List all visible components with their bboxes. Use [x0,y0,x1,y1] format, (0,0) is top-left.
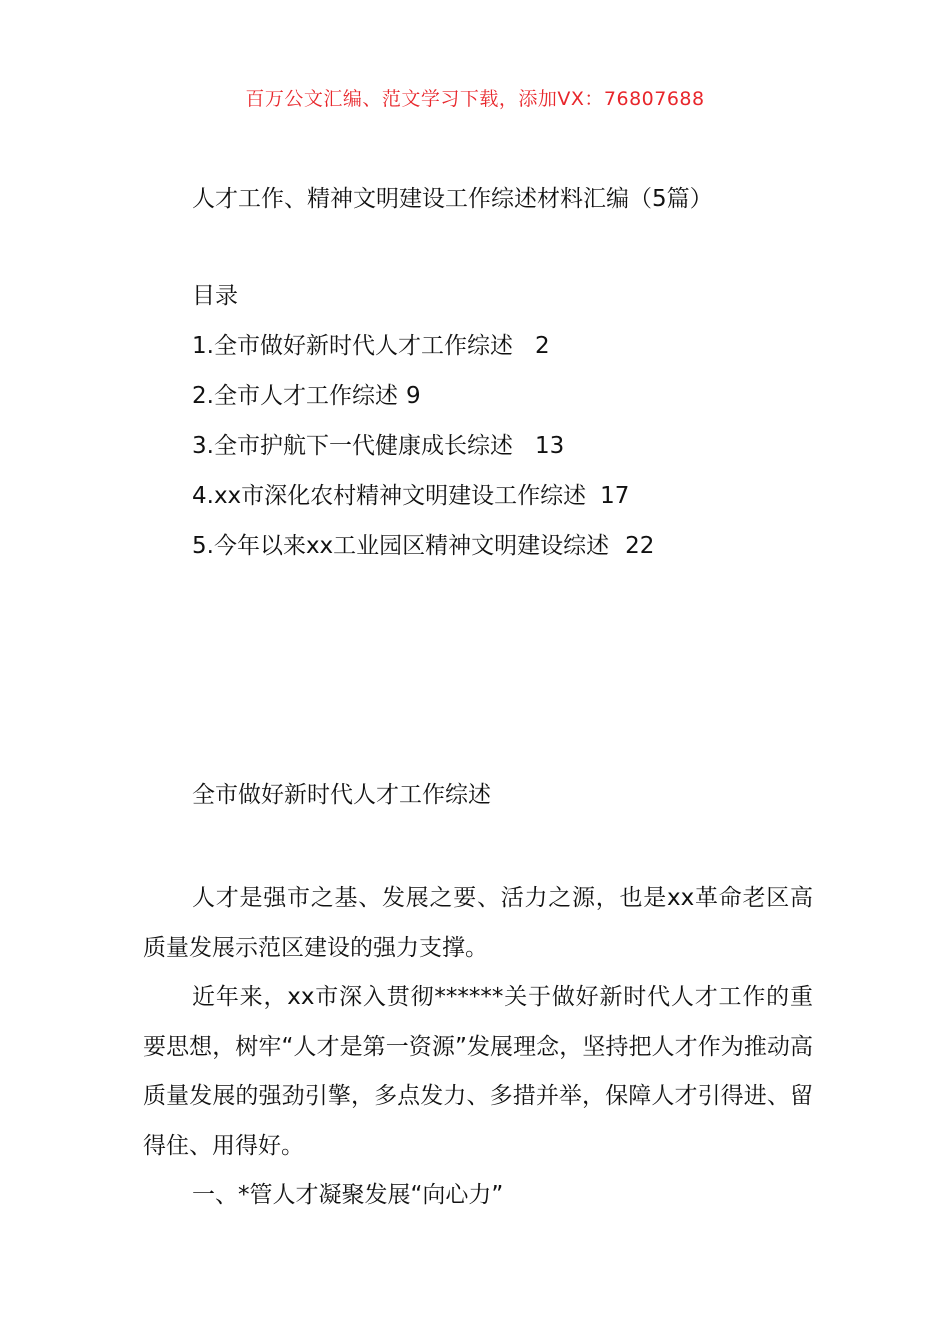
toc-item-label: 4.xx市深化农村精神文明建设工作综述 [192,483,587,509]
body-paragraph: 近年来，xx市深入贯彻******关于做好新时代人才工作的重要思想，树牢“人才是第一资源”发展理念，坚持把人才作为推动高质量发展的强劲引擎，多点发力、多措并举，保障人才引得进、留得住、用得好。 [143,984,813,1159]
toc-item[interactable] [192,380,654,430]
table-of-contents [192,280,654,580]
subsection-heading: 一、*管人才凝聚发展“向心力” [192,1182,504,1208]
toc-item[interactable] [192,530,654,580]
toc-item-page: 2 [534,333,550,359]
toc-item-label: 2.全市人才工作综述 [192,383,398,409]
promo-banner: 百万公文汇编、范文学习下载，添加VX：76807688 [245,88,705,110]
section-body [143,874,813,1221]
toc-item-label: 3.全市护航下一代健康成长综述 [192,433,513,459]
toc-item-label: 1.全市做好新时代人才工作综述 [192,333,513,359]
toc-item-page: 13 [534,433,565,459]
document-title: 人才工作、精神文明建设工作综述材料汇编（5篇） [192,186,713,212]
toc-item-page: 9 [405,383,421,409]
toc-item-page: 22 [625,533,655,559]
toc-item[interactable] [192,430,654,480]
toc-heading: 目录 [192,283,238,309]
toc-item-label: 5.今年以来xx工业园区精神文明建设综述 [192,533,610,559]
section-title: 全市做好新时代人才工作综述 [192,782,491,808]
body-paragraph: 人才是强市之基、发展之要、活力之源，也是xx革命老区高质量发展示范区建设的强力支撑。 [143,885,813,961]
toc-item[interactable] [192,480,654,530]
toc-item-page: 17 [600,483,630,509]
toc-item[interactable] [192,330,654,380]
